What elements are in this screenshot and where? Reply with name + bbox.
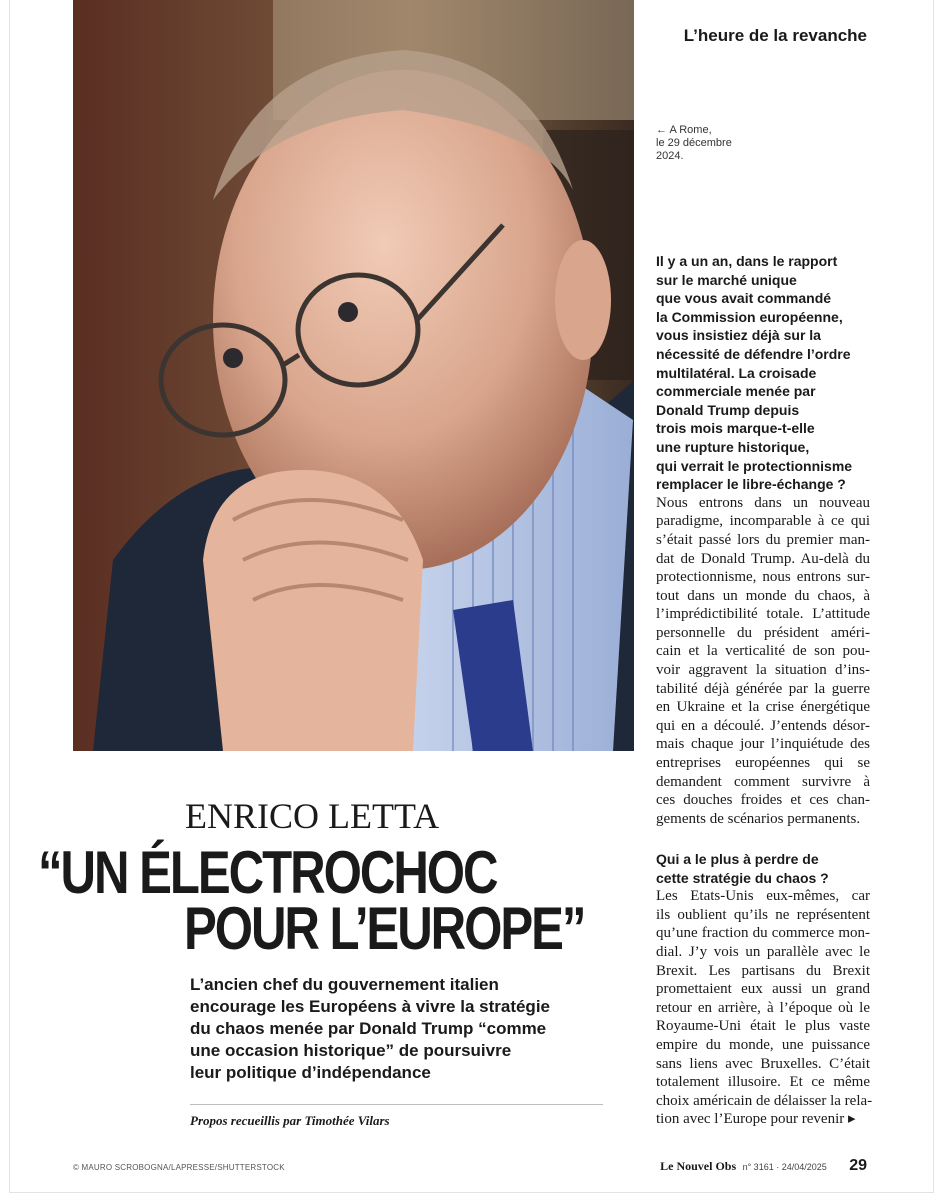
question-line: cette stratégie du chaos ? — [656, 869, 829, 886]
standfirst-line: une occasion historique” de poursuivre — [190, 1041, 512, 1060]
standfirst-line: leur politique d’indépendance — [190, 1063, 431, 1082]
question-line: une rupture historique, — [656, 438, 810, 455]
page-number: 29 — [849, 1157, 867, 1174]
question-line: remplacer le libre-échange ? — [656, 476, 846, 493]
question-line: multilatéral. La croisade — [656, 364, 817, 381]
answer-line: en Ukraine et la crise énergétique — [656, 699, 870, 716]
answer-line: tout dans un monde du chaos, à — [656, 587, 870, 604]
caption-line: 2024. — [656, 150, 684, 162]
answer-line: ces douches froides et ces chan- — [656, 792, 870, 809]
answer-line: l’imprédictibilité totale. L’attitude — [656, 606, 870, 623]
question-line: trois mois marque-t-elle — [656, 420, 815, 437]
answer-line: Les Etats-Unis eux-mêmes, car — [656, 888, 870, 905]
portrait-photo — [73, 0, 634, 751]
interview-column-1 — [656, 252, 870, 828]
answer-line: Royaume-Uni était le plus vaste — [656, 1018, 870, 1035]
question-line: la Commission européenne, — [656, 308, 843, 325]
answer-line: tion avec l’Europe pour revenir ▸ — [656, 1111, 856, 1128]
answer-line: dial. J’y vois un parallèle avec le — [656, 943, 870, 960]
photo-caption — [656, 124, 786, 163]
answer-line: Brexit. Les partisans du Brexit — [656, 962, 870, 979]
answer-line: sans liens avec Bruxelles. C’était — [656, 1055, 870, 1072]
answer-line: demandent comment survivre à — [656, 773, 870, 790]
question-line: Qui a le plus à perdre de — [656, 851, 819, 867]
answer-line: cain et la verticalité de son pou- — [656, 643, 870, 660]
question-line: Il y a un an, dans le rapport — [656, 253, 838, 269]
answer-line: mais chaque jour l’inquiétude des — [656, 736, 870, 753]
headline-line: POUR L’EUROPE” — [183, 895, 585, 962]
standfirst-line: encourage les Européens à vivre la stratégie — [190, 997, 550, 1016]
answer-line: protectionnisme, nous entrons sur- — [656, 569, 870, 586]
divider-rule — [190, 1104, 603, 1105]
answer-line: Nous entrons dans un nouveau — [656, 494, 870, 511]
question-line: nécessité de défendre l’ordre — [656, 345, 851, 362]
answer-line: qui en a découlé. J’entends désor- — [656, 717, 870, 734]
standfirst-line: L’ancien chef du gouvernement italien — [190, 975, 499, 994]
portrait-illustration — [73, 0, 634, 751]
section-rubric: L’heure de la revanche — [683, 26, 867, 45]
answer-line: choix américain de délaisser la rela- — [656, 1092, 873, 1109]
answer-line: tabilité déjà générée par la guerre — [656, 680, 870, 697]
answer-line: empire du monde, une puissance — [656, 1036, 870, 1053]
page-footer — [660, 1157, 867, 1175]
byline: Propos recueillis par Timothée Vilars — [190, 1113, 390, 1128]
answer-line: totalement illusoire. Et ce même — [656, 1074, 870, 1091]
question-line: sur le marché unique — [656, 271, 797, 288]
question-line: vous insistiez déjà sur la — [656, 327, 821, 344]
answer-line: dat de Donald Trump. Au-delà du — [656, 550, 870, 567]
answer-line: voir aggravent la situation d’ins- — [656, 662, 870, 679]
photo-credit: © MAURO SCROBOGNA/LAPRESSE/SHUTTERSTOCK — [73, 1163, 285, 1172]
answer-line: retour en arrière, à l’époque où le — [656, 999, 870, 1016]
question-line: que vous avait commandé — [656, 290, 832, 307]
answer-line: paradigme, incomparable à ce qui — [656, 513, 870, 530]
headline — [38, 839, 585, 962]
answer-line: s’était passé lors du premier man- — [656, 531, 870, 548]
interviewee-name: ENRICO LETTA — [185, 796, 440, 836]
question-line: Donald Trump depuis — [656, 401, 800, 418]
caption-line: ← A Rome, — [656, 124, 712, 136]
answer-line: ils oublient qu’ils ne représentent — [656, 906, 870, 923]
answer-line: promettaient eux aussi un grand — [656, 981, 870, 998]
interview-column-2 — [656, 850, 873, 1129]
answer-line: gements de scénarios permanents. — [656, 810, 861, 827]
standfirst-line: du chaos menée par Donald Trump “comme — [190, 1019, 547, 1038]
issue-info: n° 3161 · 24/04/2025 — [742, 1162, 827, 1172]
answer-line: personnelle du président améri- — [656, 624, 870, 641]
standfirst — [190, 974, 610, 1084]
headline-line: “UN ÉLECTROCHOC — [38, 839, 497, 906]
answer-line: entreprises européennes qui se — [656, 755, 870, 772]
answer-line: qu’une fraction du commerce mon- — [656, 925, 870, 942]
question-line: qui verrait le protectionnisme — [656, 457, 853, 474]
magazine-name: Le Nouvel Obs — [660, 1159, 737, 1173]
caption-line: le 29 décembre — [656, 137, 732, 149]
question-line: commerciale menée par — [656, 383, 816, 400]
